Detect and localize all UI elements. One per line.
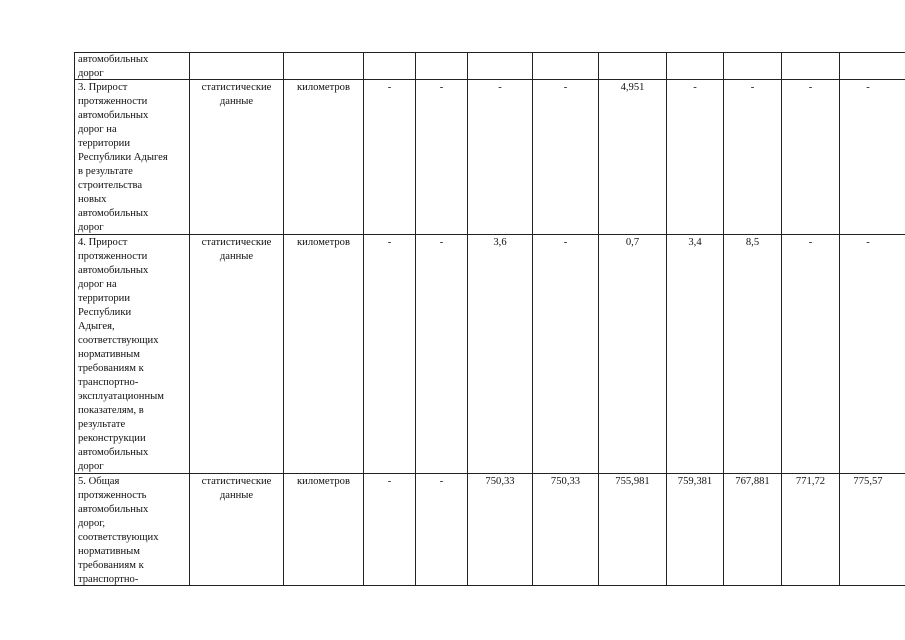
value-cell: - [439,237,444,248]
source-cell: статистические данные [201,237,272,262]
value-cell: - [387,82,392,93]
value-cell: - [563,82,568,93]
value-cell: 0,7 [625,237,640,248]
unit-cell: километров [297,237,350,248]
grid-line [283,52,284,586]
grid-line [839,52,840,586]
value-cell: - [387,237,392,248]
value-cell: 4,951 [620,82,645,93]
value-cell: - [563,237,568,248]
value-cell: 767,881 [735,476,770,487]
grid-line [74,234,905,235]
value-cell: 3,6 [493,237,507,248]
value-cell: - [866,82,870,93]
value-cell: - [808,237,813,248]
indicator-cell: 4. Прирост протяженности автомобильных дорог на территории Республики Адыгея, соответствующих нормативным требованиям к транспортно- эксплуатационным показателям, в результате реконструкции автомобильных дорог [78,237,164,472]
grid-line [74,79,905,80]
grid-line [781,52,782,586]
value-cell: - [387,476,392,487]
value-cell: 3,4 [688,237,702,248]
grid-line [467,52,468,586]
grid-line [415,52,416,586]
value-cell: - [498,82,502,93]
grid-line [74,585,905,586]
value-cell: 775,57 [853,476,883,487]
grid-line [74,473,905,474]
source-cell: статистические данные [201,82,272,107]
indicator-cell: 5. Общая протяженность автомобильных дорог, соответствующих нормативным требованиям к транспортно- [78,476,159,585]
value-cell: 759,381 [677,476,713,487]
value-cell: 750,33 [550,476,581,487]
grid-line [598,52,599,586]
grid-line [532,52,533,586]
grid-line [723,52,724,586]
value-cell: 750,33 [485,476,515,487]
grid-line [74,52,75,586]
grid-line [666,52,667,586]
grid-line [363,52,364,586]
grid-line [74,52,905,53]
indicator-cell: 3. Прирост протяженности автомобильных дорог на территории Республики Адыгея в результате строительства новых автомобильных дорог [78,82,168,233]
value-cell: 771,72 [795,476,826,487]
source-cell: статистические данные [201,476,272,501]
value-cell: 755,981 [615,476,650,487]
unit-cell: километров [297,476,350,487]
value-cell: - [693,82,697,93]
grid-line [189,52,190,586]
value-cell: 8,5 [745,237,760,248]
value-cell: - [750,82,755,93]
value-cell: - [439,82,444,93]
unit-cell: километров [297,82,350,93]
value-cell: - [439,476,444,487]
value-cell: - [808,82,813,93]
value-cell: - [866,237,870,248]
indicator-cell: автомобильных дорог [78,54,149,79]
